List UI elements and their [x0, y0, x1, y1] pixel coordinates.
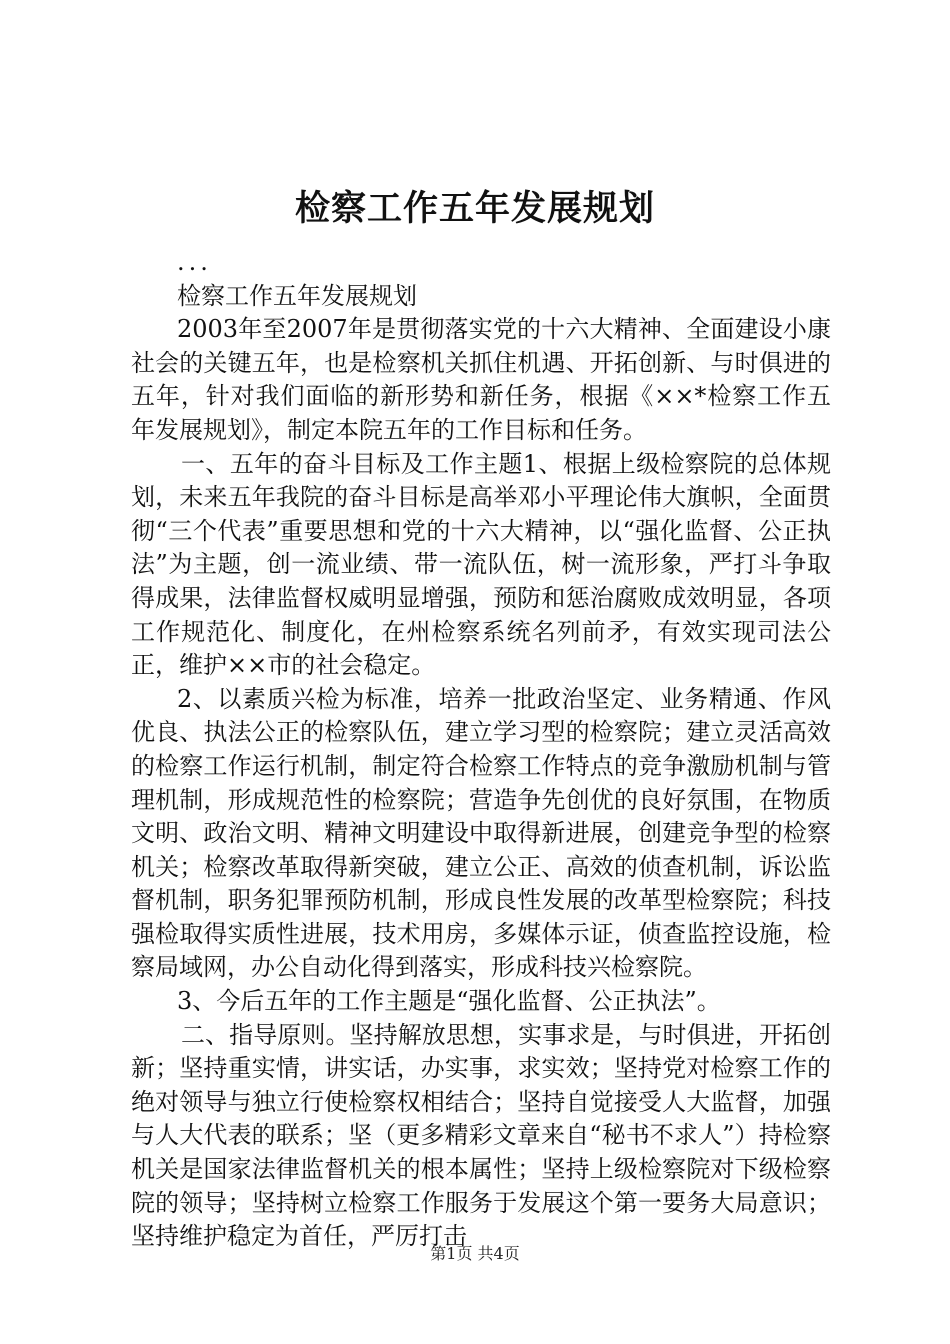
- document-title: 检察工作五年发展规划: [294, 188, 655, 229]
- document-body: [131, 246, 831, 1254]
- paragraph-principles: 二、指导原则。坚持解放思想，实事求是，与时俱进，开拓创新；坚持重实情，讲实话，办实事，求实效；坚持党对检察工作的绝对领导与独立行使检察权相结合；坚持自觉接受人大监督，加强与人大代表的联系；坚（更多精彩文章来自“秘书不求人”）持检察机关是国家法律监督机关的根本属性；坚持上级检察院对下级检察院的领导；坚持树立检察工作服务于发展这个第一要务大局意识；坚持维护稳定为首任，严厉打击: [131, 1020, 831, 1251]
- paragraph-theme: 3、今后五年的工作主题是“强化监督、公正执法”。: [177, 987, 721, 1016]
- ellipsis-line: ...: [177, 248, 212, 276]
- paragraph-intro: 2003年至2007年是贯彻落实党的十六大精神、全面建设小康社会的关键五年，也是检察机关抓住机遇、开拓创新、与时俱进的五年，针对我们面临的新形势和新任务，根据《××*检察工作五年发展规划》，制定本院五年的工作目标和任务。: [131, 315, 831, 444]
- paragraph-goals: 一、五年的奋斗目标及工作主题1、根据上级检察院的总体规划，未来五年我院的奋斗目标是高举邓小平理论伟大旗帜，全面贯彻“三个代表”重要思想和党的十六大精神，以“强化监督、公正执法”为主题，创一流业绩、带一流队伍，树一流形象，严打斗争取得成果，法律监督权威明显增强，预防和惩治腐败成效明显，各项工作规范化、制度化，在州检察系统名列前矛，有效实现司法公正，维护××市的社会稳定。: [131, 449, 831, 680]
- page-footer: 第1页 共4页: [430, 1244, 520, 1263]
- paragraph-quality: 2、以素质兴检为标准，培养一批政治坚定、业务精通、作风优良、执法公正的检察队伍，建立学习型的检察院；建立灵活高效的检察工作运行机制，制定符合检察工作特点的竞争激励机制与管理机制，形成规范性的检察院；营造争先创优的良好氛围，在物质文明、政治文明、精神文明建设中取得新进展，创建竞争型的检察机关；检察改革取得新突破，建立公正、高效的侦查机制，诉讼监督机制，职务犯罪预防机制，形成良性发展的改革型检察院；科技强检取得实质性进展，技术用房，多媒体示证，侦查监控设施，检察局域网，办公自动化得到落实，形成科技兴检察院。: [131, 684, 831, 982]
- paragraph-subtitle: 检察工作五年发展规划: [177, 281, 417, 310]
